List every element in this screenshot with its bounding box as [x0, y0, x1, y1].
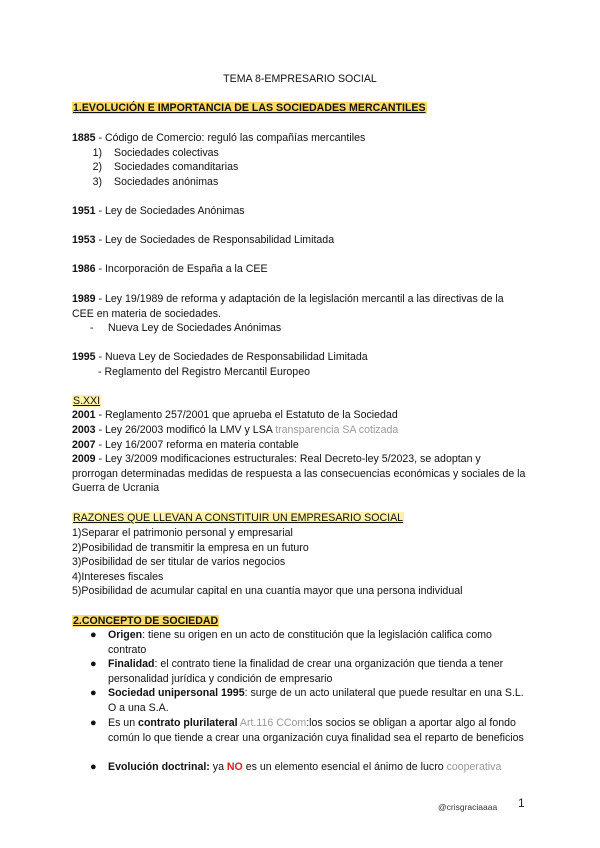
- bullet-bold: Sociedad unipersonal 1995: [108, 687, 245, 699]
- list-item: 5)Posibilidad de acumular capital en una cuantía mayor que una persona individual: [72, 585, 463, 597]
- entry-2009: [72, 452, 528, 496]
- text-1885: - Código de Comercio: reguló las compañías mercantiles: [95, 132, 366, 144]
- list-number: 3): [92, 176, 102, 188]
- bullet-text: es un elemento esencial el ánimo de lucro: [242, 761, 447, 773]
- bullet-article: Art.116 CCom: [237, 717, 307, 729]
- section2-heading-text: 2.CONCEPTO DE SOCIEDAD: [73, 615, 219, 627]
- entry-1989: [72, 292, 528, 321]
- list-text: Sociedades colectivas: [114, 147, 219, 159]
- bullet-emphasis: NO: [226, 761, 243, 773]
- bullet-text: : surge de un acto unilateral que puede resultar en una S.L. O a una S.A.: [108, 687, 524, 714]
- text-1995: - Nueva Ley de Sociedades de Responsabilidad Limitada: [95, 351, 368, 363]
- list-text: Sociedades comanditarias: [114, 161, 239, 173]
- entry-1953: [72, 233, 540, 248]
- section1-heading: [72, 101, 540, 116]
- sxxi-heading-text: S.XXI: [73, 395, 101, 407]
- list-number: 2): [92, 161, 102, 173]
- bullet-note: cooperativa: [446, 761, 502, 773]
- bullet-prefix: ya: [209, 761, 227, 773]
- year-2009: 2009: [72, 453, 96, 465]
- year-1995: 1995: [72, 351, 96, 363]
- bullet-unipersonal: [108, 686, 528, 715]
- list-item: 2)Posibilidad de transmitir la empresa en un futuro: [72, 542, 309, 554]
- year-1951: 1951: [72, 205, 96, 217]
- bullet-bold: contrato plurilateral: [138, 717, 238, 729]
- bullet-evolucion: [108, 760, 528, 775]
- doc-title: TEMA 8-EMPRESARIO SOCIAL: [223, 73, 377, 85]
- text-2007: - Ley 16/2007 reforma en materia contable: [95, 439, 299, 451]
- entry-1885: [72, 131, 540, 146]
- text-1951: - Ley de Sociedades Anónimas: [95, 205, 245, 217]
- entry-1986: [72, 262, 540, 277]
- text-1989: - Ley 19/1989 de reforma y adaptación de la legislación mercantil a las directivas de la CEE en materia de sociedades.: [72, 293, 504, 320]
- dash-marker: -: [90, 322, 94, 334]
- list-number: 1): [92, 147, 102, 159]
- entry-1995: [72, 350, 540, 365]
- bullet-plurilateral: [108, 716, 528, 745]
- bullet-text: : el contrato tiene la finalidad de crear una organización que tienda a tener personalidad jurídica y condición de empresario: [108, 658, 504, 685]
- entry-2007: [72, 438, 540, 453]
- sxxi-heading: [72, 394, 540, 409]
- bullet-bold: Origen: [108, 629, 143, 641]
- section2-heading: [72, 614, 540, 629]
- entry-2003: [72, 423, 540, 438]
- note-2003: transparencia SA cotizada: [275, 424, 399, 436]
- razones-heading: [72, 511, 540, 526]
- author-handle: @crisgraciaaaa: [438, 802, 498, 812]
- bullet-text: : tiene su origen en un acto de constitución que la legislación califica como contrato: [108, 629, 492, 656]
- text-2003: - Ley 26/2003 modificó la LMV y LSA: [95, 424, 276, 436]
- bullet-bold: Evolución doctrinal:: [108, 761, 210, 773]
- text-2009: - Ley 3/2009 modificaciones estructurales: Real Decreto-ley 5/2023, se adoptan y prorrogan determinadas medidas de respuesta a las consecuencias económicas y sociales de la Guerra de Ucrania: [72, 453, 526, 495]
- bullet-icon: ●: [90, 687, 97, 699]
- list-text: Nueva Ley de Sociedades Anónimas: [108, 322, 282, 334]
- text-2001: - Reglamento 257/2001 que aprueba el Estatuto de la Sociedad: [95, 409, 398, 421]
- year-2007: 2007: [72, 439, 96, 451]
- bullet-icon: ●: [90, 761, 97, 773]
- entry-2001: [72, 408, 540, 423]
- bullet-text: :los socios se obligan a aportar algo al fondo común lo que tiende a crear una organización cuya finalidad sea el reparto de beneficios: [108, 717, 524, 744]
- text-1986: - Incorporación de España a la CEE: [95, 263, 268, 275]
- year-1989: 1989: [72, 293, 96, 305]
- bullet-origen: [108, 628, 528, 657]
- page-number: 1: [518, 796, 525, 810]
- list-item: 4)Intereses fiscales: [72, 571, 164, 583]
- list-item: 1)Separar el patrimonio personal y empresarial: [72, 527, 293, 539]
- bullet-icon: ●: [90, 717, 97, 729]
- text-1953: - Ley de Sociedades de Responsabilidad Limitada: [95, 234, 335, 246]
- list-item: [80, 146, 540, 161]
- list-item: [80, 160, 540, 175]
- year-2001: 2001: [72, 409, 96, 421]
- bullet-icon: ●: [90, 629, 97, 641]
- year-2003: 2003: [72, 424, 96, 436]
- list-item: 3)Posibilidad de ser titular de varios negocios: [72, 556, 286, 568]
- list-item: [80, 175, 540, 190]
- bullet-icon: ●: [90, 658, 97, 670]
- list-text: Sociedades anónimas: [114, 176, 219, 188]
- year-1953: 1953: [72, 234, 96, 246]
- bullet-prefix: Es un: [108, 717, 139, 729]
- entry-1951: [72, 204, 540, 219]
- razones-heading-text: RAZONES QUE LLEVAN A CONSTITUIR UN EMPRESARIO SOCIAL: [73, 512, 404, 524]
- section1-heading-text: 1.EVOLUCIÓN E IMPORTANCIA DE LAS SOCIEDADES MERCANTILES: [73, 102, 426, 114]
- list-item: [90, 321, 540, 336]
- bullet-bold: Finalidad: [108, 658, 155, 670]
- entry-1995-sub: - Reglamento del Registro Mercantil Europeo: [98, 366, 310, 378]
- year-1885: 1885: [72, 132, 96, 144]
- bullet-finalidad: [108, 657, 528, 686]
- year-1986: 1986: [72, 263, 96, 275]
